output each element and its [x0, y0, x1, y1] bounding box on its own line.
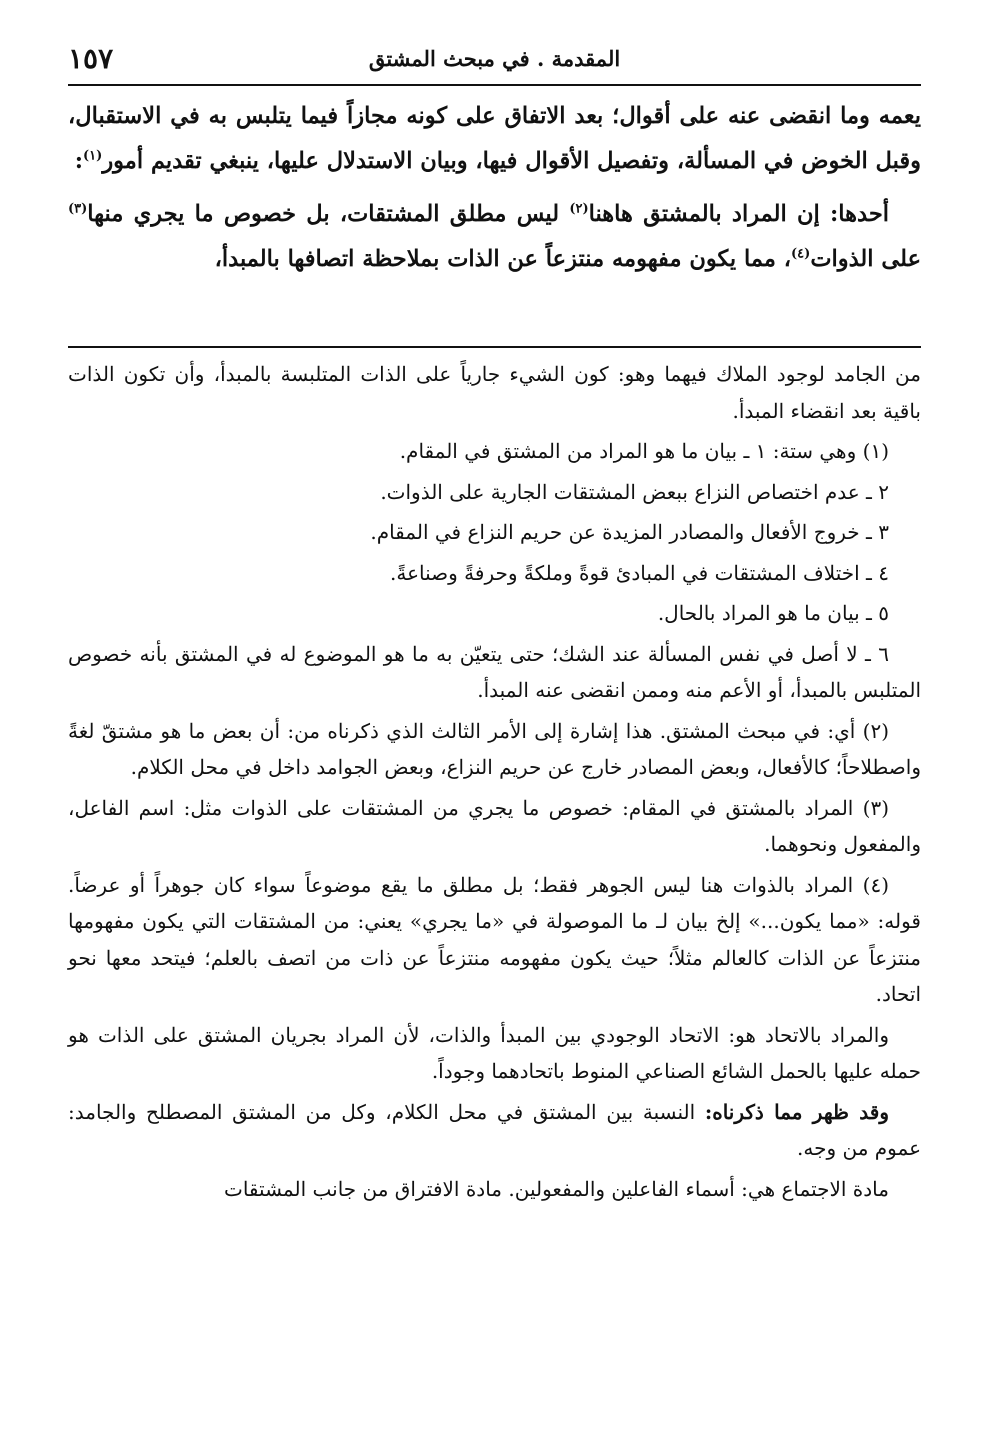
main-text-span: ، مما يكون مفهومه منتزعاً عن الذات بملاحظة اتصافها بالمبدأ،	[214, 246, 792, 272]
footnote-1-item-3: ٣ ـ خروج الأفعال والمصادر المزيدة عن حريم النزاع في المقام.	[370, 520, 889, 544]
footnote-1-item-6: ٦ ـ لا أصل في نفس المسألة عند الشك؛ حتى يتعيّن به ما هو الموضوع له في المشتق بأنه خصوص المتلبس بالمبدأ، أو الأعم منه وممن انقضى عنه المبدأ.	[68, 641, 921, 702]
main-text	[68, 94, 921, 290]
main-text-span: يعمه وما انقضى عنه على أقوال؛ بعد الاتفاق على كونه مجازاً فيما يتلبس به في الاستقبال، وقبل الخوض في المسألة، وتفصيل الأقوال فيها، وبيان الاستدلال عليها، ينبغي تقديم أمور	[68, 103, 921, 174]
footnote-4: (٤) المراد بالذوات هنا ليس الجوهر فقط؛ بل مطلق ما يقع موضوعاً سواء كان جوهراً أو عرضاً. قوله: «مما يكون...» إلخ بيان لـ ما الموصولة في «ما يجري» يعني: من المشتقات التي يكون مفهومها منتزعاً عن الذات كالعالم مثلاً؛ حيث يكون مفهومه منتزعاً عن ذات من اتصف بالعلم؛ فيتحد معها نحو اتحاد.	[68, 872, 921, 1006]
footnote-1-item-5: ٥ ـ بيان ما هو المراد بالحال.	[657, 601, 889, 625]
footnote-ref-3: (٣)	[68, 201, 88, 217]
footnote-paragraph: والمراد بالاتحاد هو: الاتحاد الوجودي بين المبدأ والذات، لأن المراد بجريان المشتق على الذات هو حمله عليها بالحمل الشائع الصناعي المنوط باتحادهما وجوداً.	[68, 1022, 921, 1083]
footnote-2: (٢) أي: في مبحث المشتق. هذا إشارة إلى الأمر الثالث الذي ذكرناه من: أن بعض ما هو مشتقّ لغةً واصطلاحاً؛ كالأفعال، وبعض المصادر خارج عن حريم النزاع، وبعض الجوامد داخل في محل الكلام.	[68, 718, 921, 779]
page-number: ١٥٧	[68, 42, 114, 75]
main-text-span: على الذوات	[810, 246, 921, 272]
footnote-paragraph	[68, 1094, 921, 1167]
main-paragraph	[68, 94, 921, 184]
footnote-ref-4: (٤)	[791, 246, 811, 262]
footnote-text-span: النسبة بين المشتق في محل الكلام، وكل من المشتق المصطلح والجامد: عموم من وجه.	[68, 1099, 921, 1160]
footnote-3: (٣) المراد بالمشتق في المقام: خصوص ما يجري من المشتقات على الذوات مثل: اسم الفاعل، والمفعول ونحوهما.	[68, 795, 921, 856]
main-text-span: أحدها: إن المراد بالمشتق هاهنا	[588, 201, 889, 227]
footnote-1-item-2: ٢ ـ عدم اختصاص النزاع ببعض المشتقات الجارية على الذوات.	[380, 479, 889, 504]
main-paragraph	[68, 192, 921, 282]
running-title: المقدمة . في مبحث المشتق	[368, 46, 621, 71]
footnote-paragraph: مادة الاجتماع هي: أسماء الفاعلين والمفعولين. مادة الافتراق من جانب المشتقات	[224, 1176, 889, 1201]
footnote-bold-lead: وقد ظهر مما ذكرناه:	[704, 1099, 889, 1124]
footnote-1: (١) وهي ستة: ١ ـ بيان ما هو المراد من المشتق في المقام.	[399, 439, 889, 463]
main-text-span: ليس مطلق المشتقات، بل خصوص ما يجري منها	[87, 201, 570, 227]
main-text-span: :	[74, 148, 84, 174]
footnote-ref-2: (٢)	[569, 201, 589, 217]
page-header	[68, 36, 921, 82]
footnotes	[68, 356, 921, 1211]
footnote-ref-1: (١)	[83, 148, 103, 164]
footnote-divider	[68, 346, 921, 348]
footnote-1-item-4: ٤ ـ اختلاف المشتقات في المبادئ قوةً وملكةً وحرفةً وصناعةً.	[390, 560, 889, 585]
footnote-paragraph: من الجامد لوجود الملاك فيهما وهو: كون الشيء جارياً على الذات المتلبسة بالمبدأ، وأن تكون الذات باقية بعد انقضاء المبدأ.	[68, 362, 921, 423]
header-divider	[68, 84, 921, 86]
